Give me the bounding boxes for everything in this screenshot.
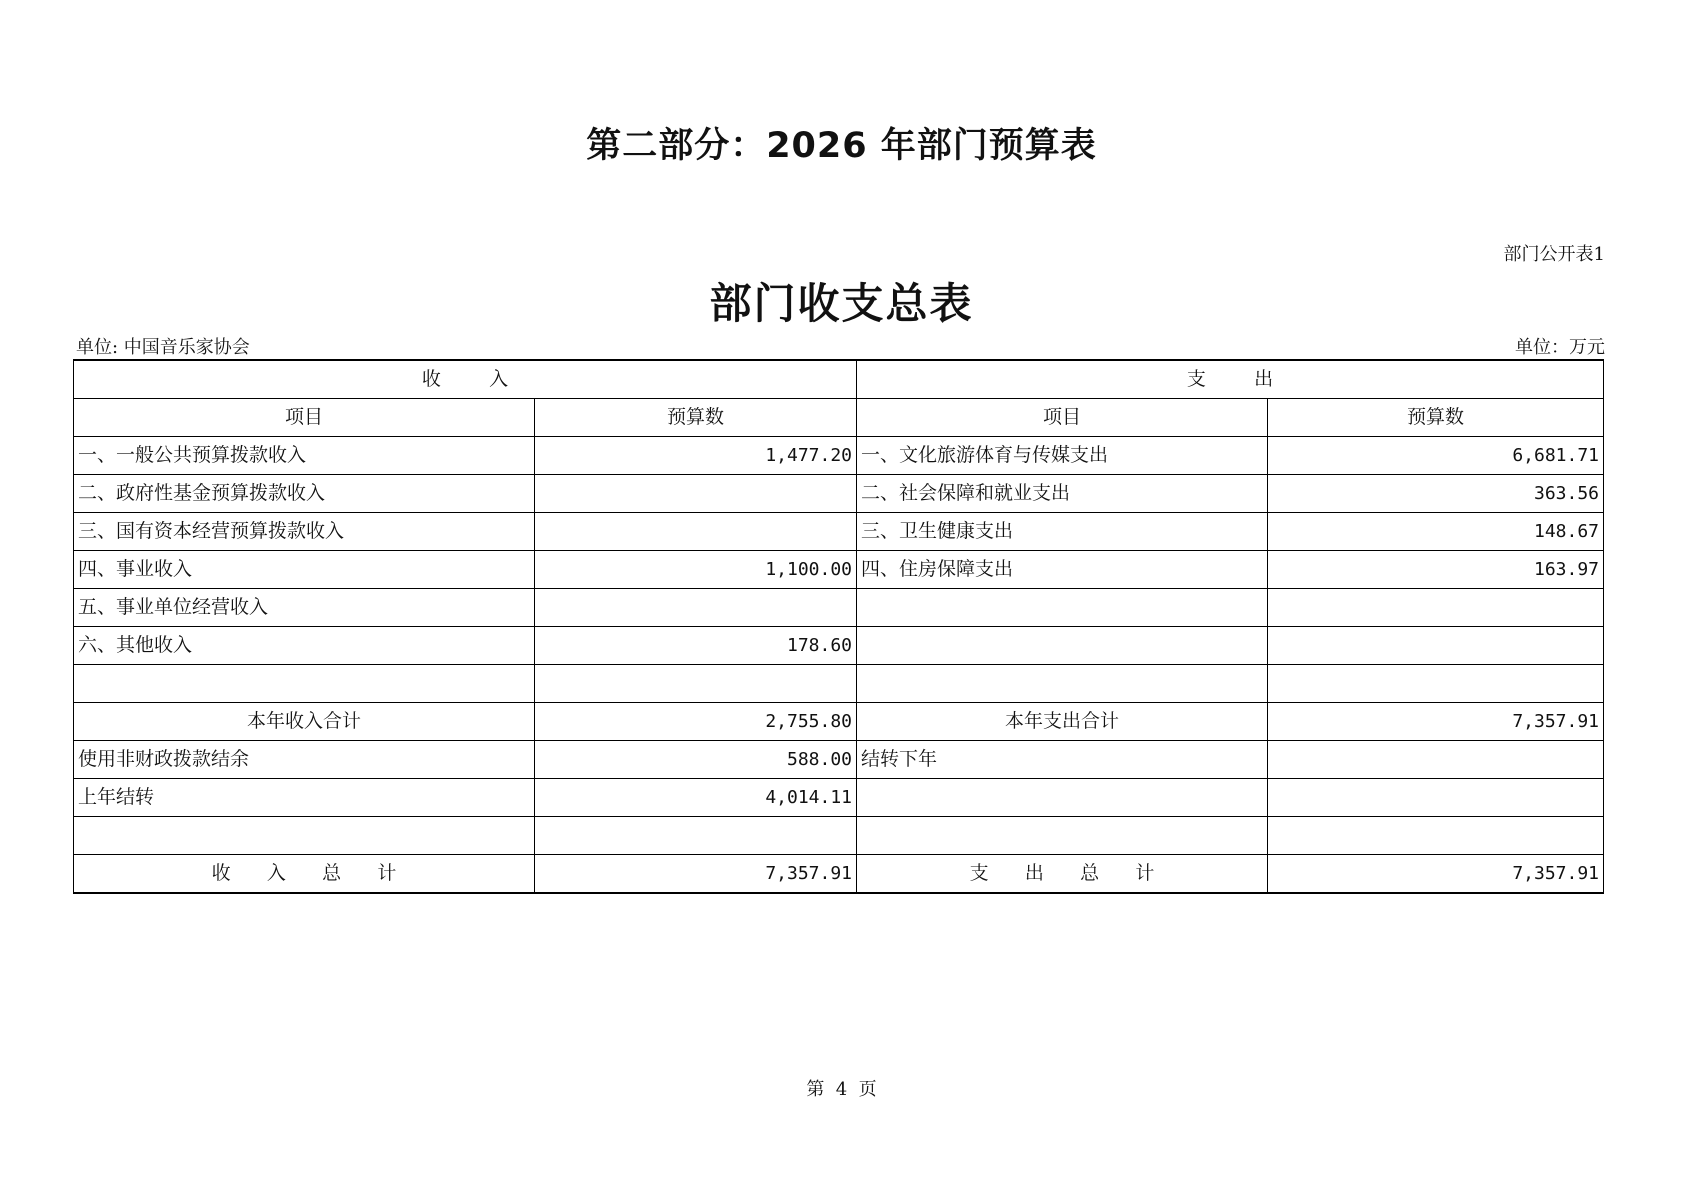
expense-item (857, 589, 1268, 627)
income-subtotal-label: 本年收入合计 (74, 703, 535, 741)
income-group-header: 收 入 (74, 360, 857, 399)
expense-item (857, 779, 1268, 817)
expense-value: 148.67 (1268, 513, 1604, 551)
income-total-label: 收 入 总 计 (74, 855, 535, 894)
table-title: 部门收支总表 (709, 279, 974, 328)
expense-item: 一、文化旅游体育与传媒支出 (857, 437, 1268, 475)
expense-budget-header: 预算数 (1268, 399, 1604, 437)
income-subtotal-value: 2,755.80 (535, 703, 857, 741)
expense-subtotal-value: 7,357.91 (1268, 703, 1604, 741)
expense-item: 三、卫生健康支出 (857, 513, 1268, 551)
expense-value: 363.56 (1268, 475, 1604, 513)
expense-value (1268, 817, 1604, 855)
income-item-header: 项目 (74, 399, 535, 437)
table-code: 部门公开表1 (1503, 244, 1605, 265)
income-total-value: 7,357.91 (535, 855, 857, 894)
income-item: 二、政府性基金预算拨款收入 (74, 475, 535, 513)
table-row (74, 551, 1604, 589)
expense-item (857, 665, 1268, 703)
expense-total-label: 支 出 总 计 (857, 855, 1268, 894)
table-row (74, 817, 1604, 855)
expense-value (1268, 589, 1604, 627)
expense-item: 结转下年 (857, 741, 1268, 779)
expense-item: 二、社会保障和就业支出 (857, 475, 1268, 513)
expense-item-header: 项目 (857, 399, 1268, 437)
budget-table (73, 359, 1604, 894)
income-item: 上年结转 (74, 779, 535, 817)
income-value: 1,100.00 (535, 551, 857, 589)
unit-organization: 单位: 中国音乐家协会 (76, 337, 250, 358)
income-item: 四、事业收入 (74, 551, 535, 589)
expense-value (1268, 779, 1604, 817)
section-title: 第二部分：2026 年部门预算表 (586, 126, 1097, 166)
total-row (74, 855, 1604, 894)
page-number: 第 4 页 (806, 1079, 877, 1100)
table-row (74, 437, 1604, 475)
income-value: 1,477.20 (535, 437, 857, 475)
income-value: 4,014.11 (535, 779, 857, 817)
income-value: 178.60 (535, 627, 857, 665)
table-row (74, 665, 1604, 703)
income-item (74, 817, 535, 855)
income-value (535, 589, 857, 627)
column-header-row (74, 399, 1604, 437)
income-value (535, 665, 857, 703)
income-item: 五、事业单位经营收入 (74, 589, 535, 627)
income-item: 使用非财政拨款结余 (74, 741, 535, 779)
group-header-row (74, 360, 1604, 399)
expense-total-value: 7,357.91 (1268, 855, 1604, 894)
table-row (74, 741, 1604, 779)
income-value (535, 817, 857, 855)
expense-value: 6,681.71 (1268, 437, 1604, 475)
table-row (74, 627, 1604, 665)
expense-subtotal-label: 本年支出合计 (857, 703, 1268, 741)
expense-value (1268, 665, 1604, 703)
subtotal-row (74, 703, 1604, 741)
income-item (74, 665, 535, 703)
income-item: 六、其他收入 (74, 627, 535, 665)
expense-item (857, 817, 1268, 855)
table-row (74, 475, 1604, 513)
income-budget-header: 预算数 (535, 399, 857, 437)
expense-group-header: 支 出 (857, 360, 1604, 399)
expense-value (1268, 741, 1604, 779)
table-row (74, 589, 1604, 627)
expense-item (857, 627, 1268, 665)
expense-value (1268, 627, 1604, 665)
expense-value: 163.97 (1268, 551, 1604, 589)
income-value (535, 513, 857, 551)
income-value: 588.00 (535, 741, 857, 779)
income-value (535, 475, 857, 513)
income-item: 一、一般公共预算拨款收入 (74, 437, 535, 475)
table-row (74, 779, 1604, 817)
income-item: 三、国有资本经营预算拨款收入 (74, 513, 535, 551)
unit-currency: 单位：万元 (1515, 337, 1605, 358)
expense-item: 四、住房保障支出 (857, 551, 1268, 589)
table-row (74, 513, 1604, 551)
